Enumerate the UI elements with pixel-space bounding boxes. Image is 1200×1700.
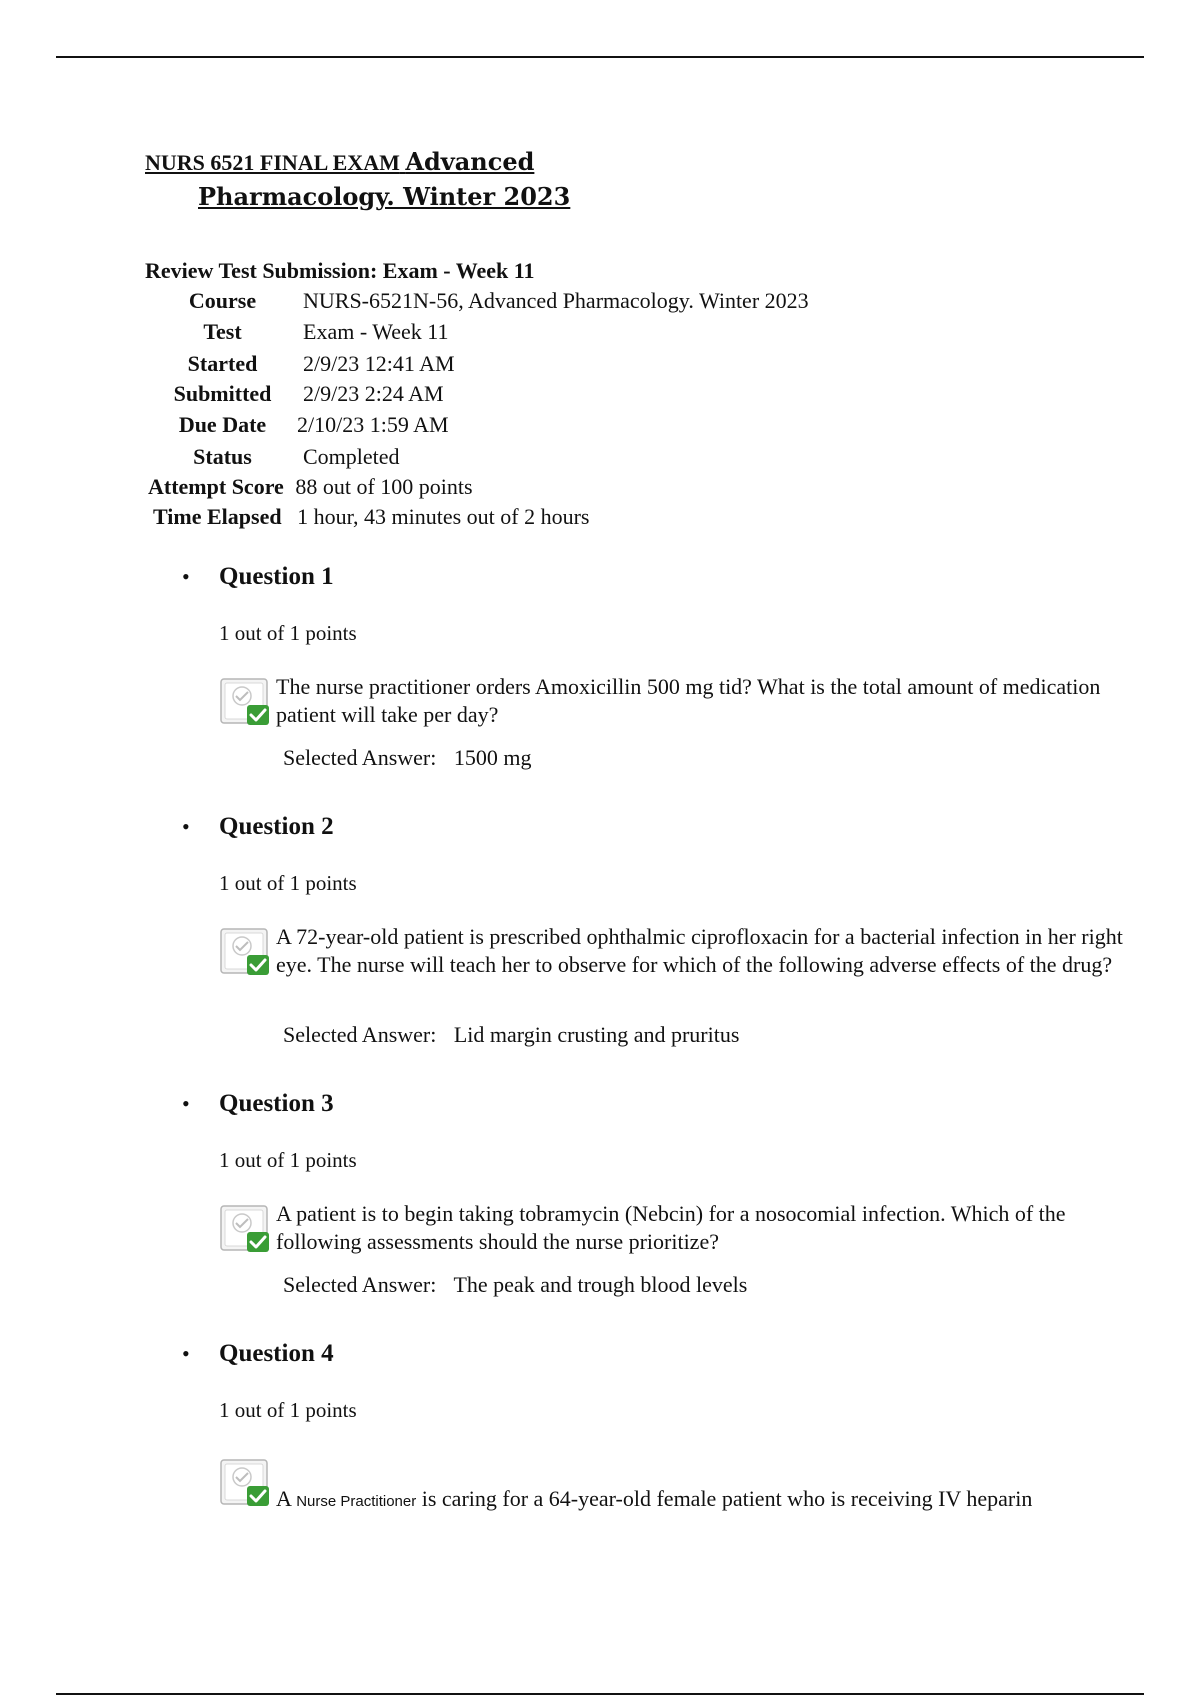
question-title: Question 2	[219, 813, 334, 840]
started-label: Started	[187, 351, 258, 376]
bottom-rule	[56, 1693, 1144, 1695]
time-elapsed-label: Time Elapsed	[153, 504, 282, 529]
selected-answer-value: Lid margin crusting and pruritus	[453, 1022, 740, 1047]
attempt-score-row	[148, 472, 473, 502]
test-label: Test	[203, 319, 242, 344]
course-label: Course	[188, 288, 257, 313]
question-title: Question 1	[219, 563, 334, 590]
question-block	[150, 1087, 1130, 1307]
attempt-score-label: Attempt Score	[148, 474, 284, 499]
attempt-score-value: 88 out of 100 points	[295, 474, 473, 499]
correct-answer-icon	[220, 1203, 272, 1255]
submitted-value: 2/9/23 2:24 AM	[303, 381, 444, 406]
correct-answer-icon	[220, 1457, 272, 1509]
correct-answer-icon	[220, 926, 272, 978]
question-points: 1 out of 1 points	[219, 621, 357, 645]
question-text: The nurse practitioner orders Amoxicillin 500 mg tid? What is the total amount of medication patient will take per day?	[276, 674, 1101, 727]
question-text-part: Nurse Practitioner	[296, 1493, 417, 1510]
selected-answer	[283, 1270, 747, 1300]
question-points: 1 out of 1 points	[219, 871, 357, 895]
status-value: Completed	[303, 444, 400, 469]
question-text	[276, 1485, 1136, 1516]
selected-answer-label: Selected Answer:	[283, 1272, 437, 1297]
question-points: 1 out of 1 points	[219, 1148, 357, 1172]
bullet: •	[182, 1091, 190, 1116]
time-elapsed-value: 1 hour, 43 minutes out of 2 hours	[297, 504, 590, 529]
question-text-part: is caring for a 64-year-old female patient who is receiving IV heparin	[421, 1486, 1033, 1511]
question-text: A patient is to begin taking tobramycin (Nebcin) for a nosocomial infection. Which of the following assessments should the nurse prioritize?	[276, 1201, 1066, 1254]
question-title: Question 3	[219, 1090, 334, 1117]
question-block	[150, 810, 1130, 1050]
selected-answer-label: Selected Answer:	[283, 1022, 437, 1047]
submission-heading: Review Test Submission: Exam - Week 11	[145, 258, 535, 283]
selected-answer	[283, 1020, 739, 1050]
selected-answer-value: The peak and trough blood levels	[453, 1272, 748, 1297]
bullet: •	[182, 814, 190, 839]
selected-answer	[283, 743, 531, 773]
selected-answer-label: Selected Answer:	[283, 745, 437, 770]
title-advanced: Advanced	[405, 147, 535, 176]
correct-answer-icon	[220, 676, 272, 728]
question-points: 1 out of 1 points	[219, 1398, 357, 1422]
title-line-2: Pharmacology. Winter 2023	[198, 182, 571, 211]
document-title	[145, 145, 570, 214]
due-date-value: 2/10/23 1:59 AM	[297, 412, 449, 437]
started-value: 2/9/23 12:41 AM	[303, 351, 455, 376]
due-date-label: Due Date	[178, 412, 267, 437]
bullet: •	[182, 564, 190, 589]
question-text-part: A	[276, 1486, 291, 1511]
selected-answer-value: 1500 mg	[453, 745, 532, 770]
title-course-code: NURS 6521 FINAL EXAM	[145, 150, 400, 175]
course-value: NURS-6521N-56, Advanced Pharmacology. Winter 2023	[303, 288, 809, 313]
question-block	[150, 1337, 1130, 1517]
question-title: Question 4	[219, 1340, 334, 1367]
time-elapsed-row	[153, 502, 590, 532]
question-text: A 72-year-old patient is prescribed ophthalmic ciprofloxacin for a bacterial infection in her right eye. The nurse will teach her to observe for which of the following adverse effects of the drug?	[276, 924, 1123, 977]
test-value: Exam - Week 11	[303, 319, 449, 344]
status-label: Status	[193, 444, 252, 469]
top-rule	[56, 56, 1144, 58]
question-block	[150, 560, 1130, 780]
submitted-label: Submitted	[173, 381, 272, 406]
bullet: •	[182, 1341, 190, 1366]
